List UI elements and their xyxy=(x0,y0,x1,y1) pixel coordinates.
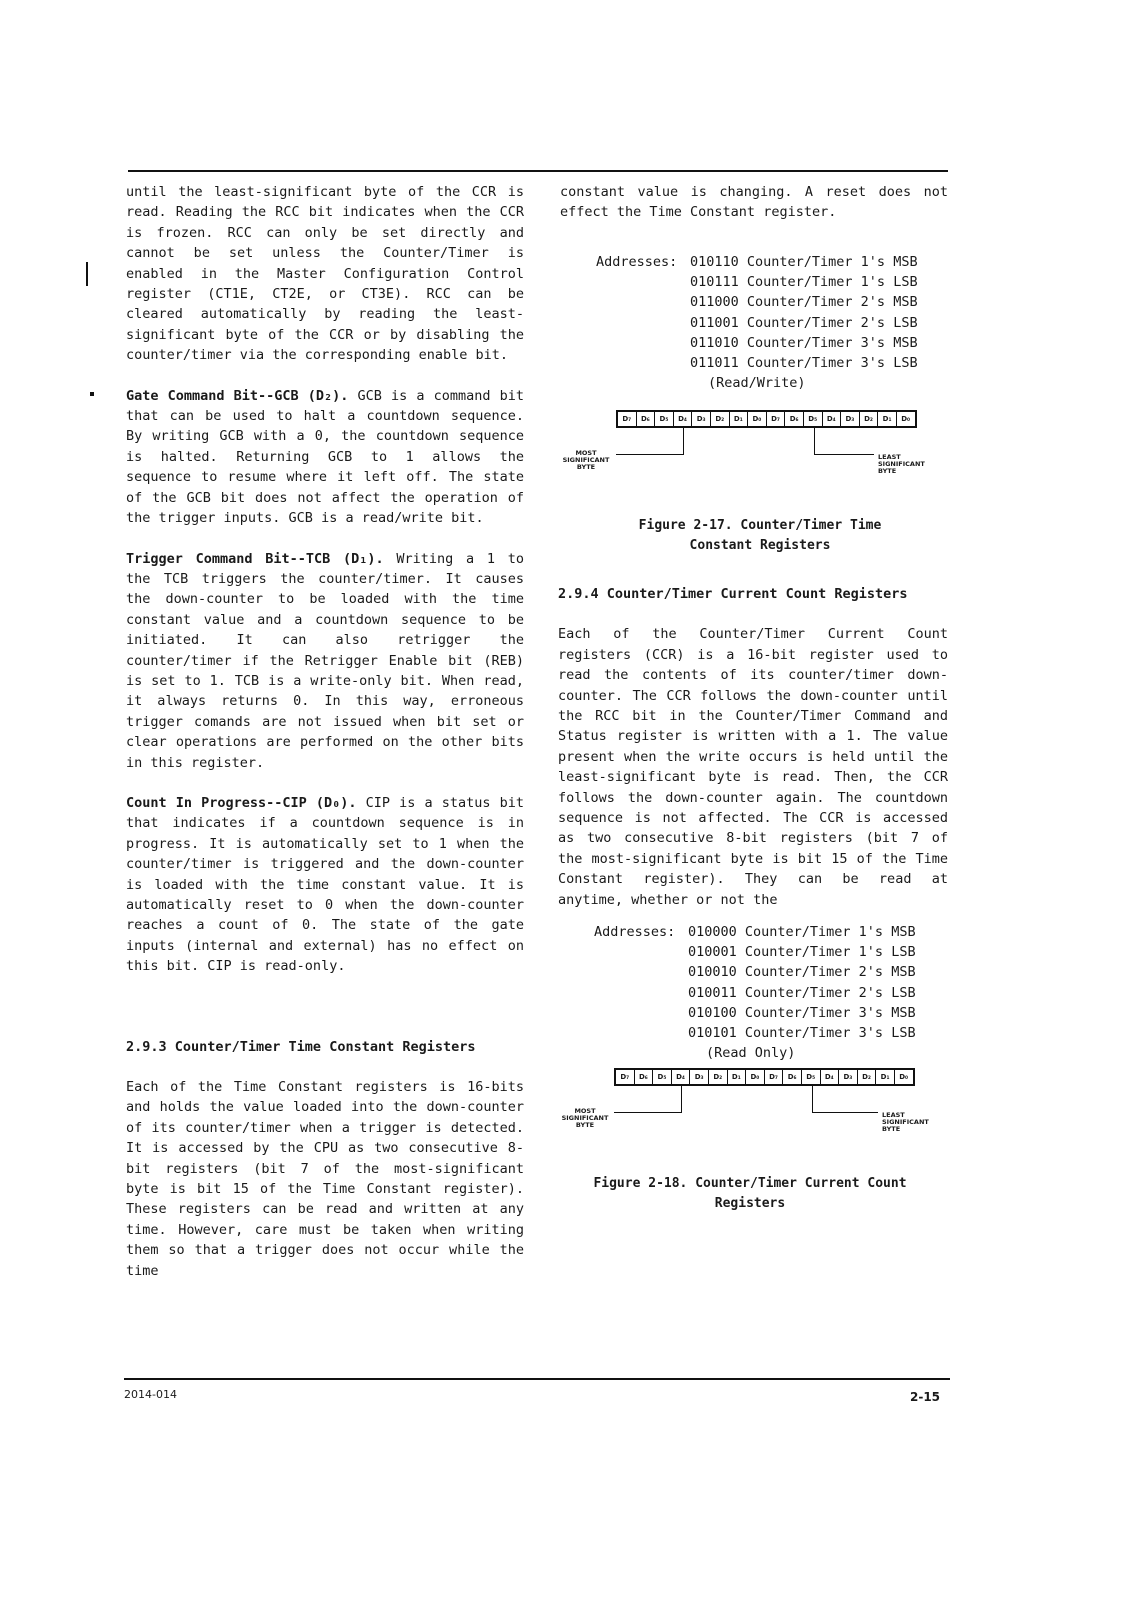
bit-cell: D₅ xyxy=(802,1070,821,1084)
bit-cell: D₂ xyxy=(858,1070,877,1084)
address-line: 011011 Counter/Timer 3's LSB xyxy=(690,354,918,371)
bit-cell: D₇ xyxy=(618,412,637,426)
address-line: 010011 Counter/Timer 2's LSB xyxy=(688,984,916,1001)
bit-cell: D₅ xyxy=(804,412,823,426)
address-list-1 xyxy=(596,252,936,394)
address-line: 010010 Counter/Timer 2's MSB xyxy=(688,964,916,981)
address-list-2 xyxy=(594,922,934,1064)
bit-cell: D₇ xyxy=(767,412,786,426)
bit-cell: D₇ xyxy=(616,1070,635,1084)
tcb-body: Writing a 1 to the TCB triggers the counter/timer. It causes the down-counter to be loaded with the time constant value and a countdown sequence to be initiated. It can also retrigger the counter/timer if the Retrigger Enable bit (REB) is set to 1. TCB is a write-only bit. When read, it always returns 0. In this way, erroneous trigger comands are not issued when bit set or clear operations are performed on the other bits in this register. xyxy=(126,550,524,771)
cip-title: Count In Progress--CIP (D₀). xyxy=(126,794,357,811)
access-mode: (Read Only) xyxy=(706,1045,796,1062)
page-number: 2-15 xyxy=(910,1390,941,1404)
top-rule xyxy=(128,170,948,172)
msb-bracket-vertical xyxy=(681,1086,682,1112)
bit-cell: D₁ xyxy=(878,412,897,426)
address-line: 011010 Counter/Timer 3's MSB xyxy=(690,334,918,351)
bit-cell: D₂ xyxy=(860,412,879,426)
paragraph-tcb xyxy=(126,549,524,773)
msb-bracket-horizontal xyxy=(614,1112,682,1113)
figure-2-18-caption: Figure 2-18. Counter/Timer Current Count Registers xyxy=(593,1176,907,1211)
msb-bracket-vertical xyxy=(683,428,684,454)
bit-cell: D₇ xyxy=(765,1070,784,1084)
address-lines xyxy=(688,922,916,1063)
bit-cell: D₅ xyxy=(653,1070,672,1084)
paragraph-current-count: Each of the Counter/Timer Current Count registers (CCR) is a 16-bit register used to read the contents of its counter/timer down-counter. The CCR follows the down-counter until the RCC bit in the Counter/Timer Command and Status register is written with a 1. The value present when the write occurs is held until the least-significant byte is read. Then, the CCR follows the down-counter again. The countdown sequence is not affected. The CCR is accessed as two consecutive 8-bit registers (bit 7 of the most-significant byte is bit 15 of the Time Constant register). They can be read at anytime, whether or not the xyxy=(558,626,948,908)
bit-cell: D₆ xyxy=(785,412,804,426)
bit-cell: D₆ xyxy=(635,1070,654,1084)
paragraph-constant-value: constant value is changing. A reset does not effect the Time Constant register. xyxy=(560,184,948,221)
cip-body: CIP is a status bit that indicates if a countdown sequence is in progress. It is automatically set to 1 when the counter/timer is triggered and the down-counter is loaded with the time constant value. It is automatically reset to 0 when the down-counter reaches a count of 0. The state of the gate inputs (internal and external) has no effect on this bit. CIP is read-only. xyxy=(126,794,524,975)
lsb-bracket-vertical xyxy=(814,428,815,454)
bit-cell: D₁ xyxy=(730,412,749,426)
right-column-top xyxy=(560,182,948,223)
paragraph-gcb xyxy=(126,386,524,529)
bit-cell: D₄ xyxy=(823,412,842,426)
figure-2-17-caption: Figure 2-17. Counter/Timer Time Constant Registers xyxy=(638,518,882,553)
address-line: 010100 Counter/Timer 3's MSB xyxy=(688,1004,916,1021)
bit-cell: D₃ xyxy=(690,1070,709,1084)
section-heading-294: 2.9.4 Counter/Timer Current Count Registers xyxy=(558,586,908,602)
bit-cell: D₆ xyxy=(637,412,656,426)
access-mode: (Read/Write) xyxy=(708,375,806,392)
msb-bracket-horizontal xyxy=(616,454,684,455)
bit-cell: D₃ xyxy=(841,412,860,426)
document-number: 2014-014 xyxy=(124,1388,177,1401)
addresses-label: Addresses: xyxy=(594,924,676,940)
bit-cell: D₀ xyxy=(748,412,767,426)
address-line: 010000 Counter/Timer 1's MSB xyxy=(688,924,916,940)
bit-cell: D₀ xyxy=(899,1073,909,1081)
register-cells xyxy=(616,410,917,428)
lsb-bracket-horizontal xyxy=(814,454,874,455)
bit-cell: D₂ xyxy=(711,412,730,426)
register-cells xyxy=(614,1068,915,1086)
bit-cell: D₀ xyxy=(901,415,911,423)
left-column xyxy=(126,182,524,1281)
address-line: 010110 Counter/Timer 1's MSB xyxy=(690,254,918,270)
lsb-bracket-horizontal xyxy=(812,1112,878,1113)
msb-label: MOST SIGNIFICANT BYTE xyxy=(562,449,610,471)
gcb-title: Gate Command Bit--GCB (D₂). xyxy=(126,387,349,404)
margin-bar-mark xyxy=(86,262,88,286)
bit-cell: D₅ xyxy=(655,412,674,426)
bit-cell: D₄ xyxy=(672,1070,691,1084)
right-column-section-294 xyxy=(558,584,948,910)
address-line: 010101 Counter/Timer 3's LSB xyxy=(688,1024,916,1041)
address-line: 011001 Counter/Timer 2's LSB xyxy=(690,314,918,331)
section-heading-293: 2.9.3 Counter/Timer Time Constant Registers xyxy=(126,1038,476,1055)
paragraph-rcc: until the least-significant byte of the CCR is read. Reading the RCC bit indicates when the CCR is frozen. RCC can only be set directly and cannot be set unless the Counter/Timer is enabled in the Master Configuration Control register (CT1E, CT2E, or CT3E). RCC can be cleared automatically by reading the least-significant byte of the CCR or by disabling the counter/timer via the corresponding enable bit. xyxy=(126,184,524,364)
register-diagram-2 xyxy=(556,1068,946,1148)
bit-cell: D₁ xyxy=(728,1070,747,1084)
bottom-rule xyxy=(124,1378,950,1380)
address-lines xyxy=(690,252,918,393)
bit-cell: D₁ xyxy=(876,1070,895,1084)
address-line: 010111 Counter/Timer 1's LSB xyxy=(690,274,918,291)
register-diagram-1 xyxy=(556,410,946,490)
lsb-label: LEAST SIGNIFICANT BYTE xyxy=(882,1111,929,1133)
gcb-body: GCB is a command bit that can be used to halt a countdown sequence. By writing GCB with a 0, the countdown sequence is halted. Returning GCB to 1 allows the sequence to resume where it left off. The state of the GCB bit does not affect the operation of the trigger inputs. GCB is a read/write bit. xyxy=(126,387,524,527)
bit-cell: D₄ xyxy=(821,1070,840,1084)
bit-cell: D₃ xyxy=(692,412,711,426)
bit-cell: D₆ xyxy=(783,1070,802,1084)
paragraph-time-constant: Each of the Time Constant registers is 16-bits and holds the value loaded into the down-counter of its counter/timer when a trigger is detected. It is accessed by the CPU as two consecutive 8-bit registers (bit 7 of the most-significant byte is bit 15 of the Time Constant register). These registers can be read and written at any time. However, care must be taken when writing them so that a trigger does not occur while the time xyxy=(126,1079,524,1279)
lsb-bracket-vertical xyxy=(812,1086,813,1112)
bit-cell: D₂ xyxy=(709,1070,728,1084)
bit-cell: D₄ xyxy=(674,412,693,426)
paragraph-cip xyxy=(126,793,524,977)
address-line: 011000 Counter/Timer 2's MSB xyxy=(690,294,918,311)
lsb-label: LEAST SIGNIFICANT BYTE xyxy=(878,453,925,475)
margin-dot-mark xyxy=(90,392,94,396)
address-line: 010001 Counter/Timer 1's LSB xyxy=(688,944,916,961)
msb-label: MOST SIGNIFICANT BYTE xyxy=(561,1107,609,1129)
bit-cell: D₀ xyxy=(746,1070,765,1084)
tcb-title: Trigger Command Bit--TCB (D₁). xyxy=(126,550,384,567)
bit-cell: D₃ xyxy=(839,1070,858,1084)
addresses-label: Addresses: xyxy=(596,254,678,270)
